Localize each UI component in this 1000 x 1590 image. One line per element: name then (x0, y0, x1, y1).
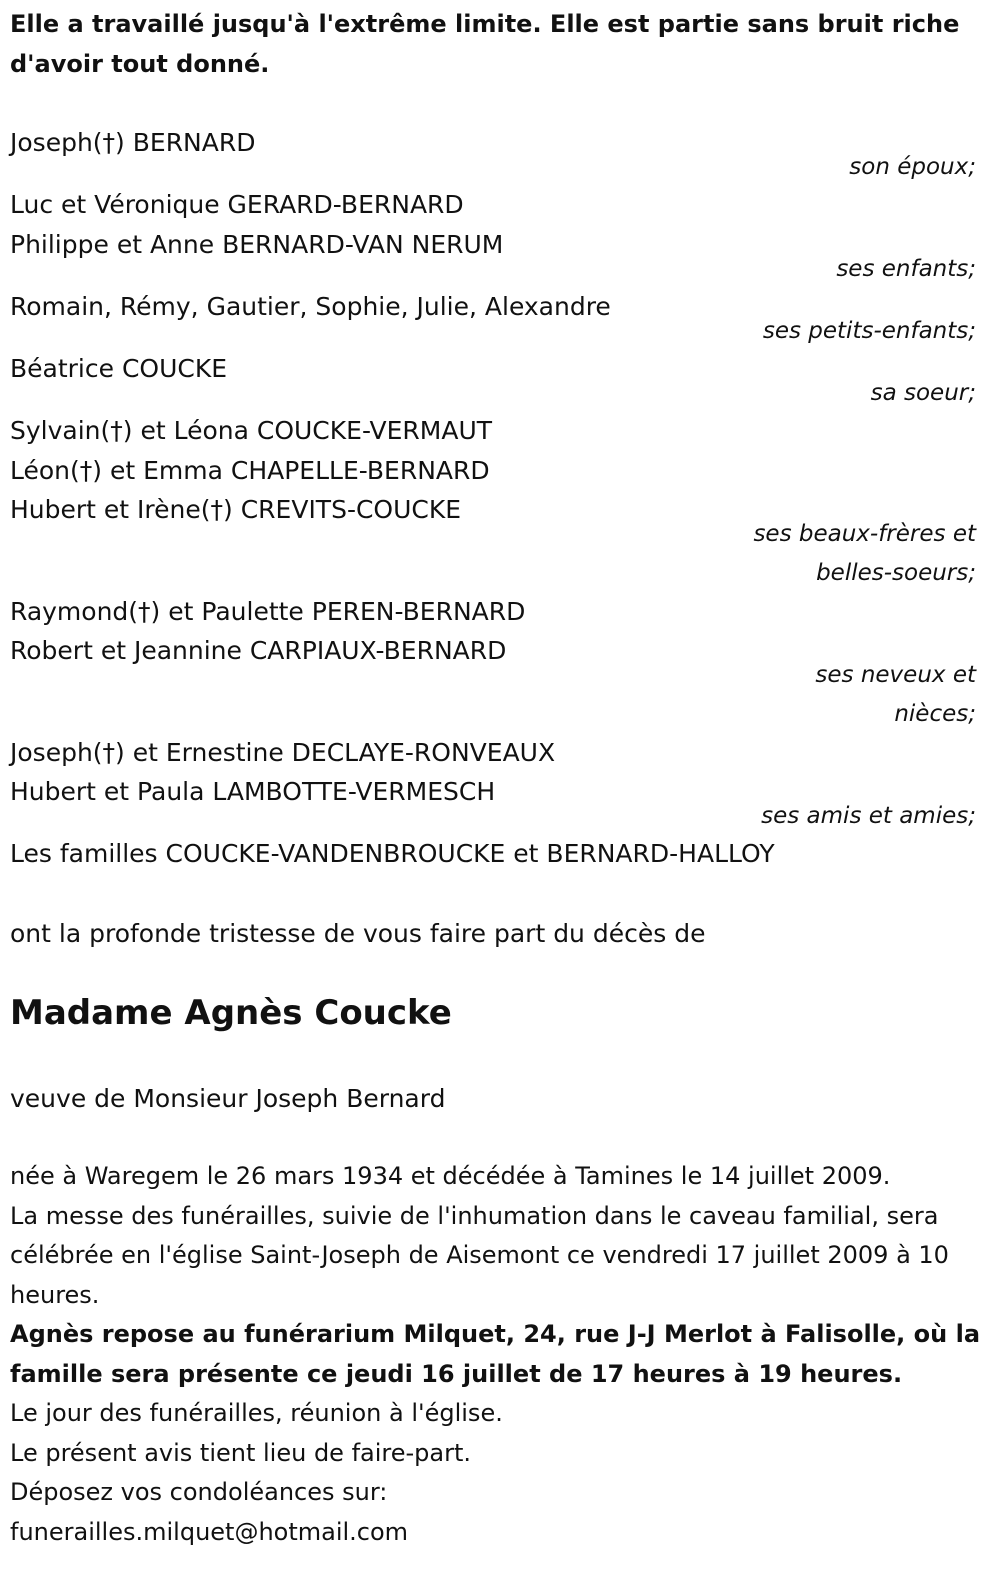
friend-name: Hubert et Paula LAMBOTTE-VERMESCH (10, 777, 496, 806)
deceased-name: Madame Agnès Coucke (10, 993, 452, 1033)
child-name: Philippe et Anne BERNARD-VAN NERUM (10, 230, 504, 259)
notice-text: Le présent avis tient lieu de faire-part. (10, 1438, 472, 1467)
nephew-name: Robert et Jeannine CARPIAUX-BERNARD (10, 636, 507, 665)
viewing-text: Agnès repose au funérarium Milquet, 24, rue J-J Merlot à Falisolle, où la famille sera présente ce jeudi 16 juillet de 17 heures à 19 heures. (10, 1320, 981, 1388)
announcement-text: ont la profonde tristesse de vous faire part du décès de (10, 919, 706, 948)
in-law-name: Léon(†) et Emma CHAPELLE-BERNARD (10, 456, 490, 485)
meeting-text: Le jour des funérailles, réunion à l'église. (10, 1399, 503, 1427)
grandchildren-names: Romain, Rémy, Gautier, Sophie, Julie, Alexandre (10, 292, 611, 321)
spouse-role: son époux; (849, 154, 976, 180)
condolences-email[interactable]: funerailles.milquet@hotmail.com (10, 1517, 409, 1546)
grandchildren-role: ses petits-enfants; (762, 318, 976, 344)
widow-of-text: veuve de Monsieur Joseph Bernard (10, 1084, 446, 1113)
child-name: Luc et Véronique GERARD-BERNARD (10, 190, 464, 219)
sister-role: sa soeur; (870, 380, 976, 406)
intro-quote: Elle a travaillé jusqu'à l'extrême limite. Elle est partie sans bruit riche d'avoir tout donné. (10, 10, 960, 78)
children-role: ses enfants; (836, 256, 976, 282)
ceremony-text: La messe des funérailles, suivie de l'inhumation dans le caveau familial, sera célébrée en l'église Saint-Joseph de Aisemont ce vendredi 17 juillet 2009 à 10 heures. (10, 1201, 949, 1309)
in-law-name: Sylvain(†) et Léona COUCKE-VERMAUT (10, 416, 493, 445)
nephews-role-line: ses neveux et (815, 662, 976, 688)
in-law-name: Hubert et Irène(†) CREVITS-COUCKE (10, 495, 462, 524)
spouse-name: Joseph(†) BERNARD (10, 128, 256, 157)
condolences-label: Déposez vos condoléances sur: (10, 1478, 388, 1506)
in-laws-role-line: ses beaux-frères et (753, 521, 976, 547)
friends-role: ses amis et amies; (761, 803, 976, 829)
birth-death-text: née à Waregem le 26 mars 1934 et décédée à Tamines le 14 juillet 2009. (10, 1162, 891, 1190)
in-laws-role-line: belles-soeurs; (816, 560, 976, 586)
details-block (10, 1157, 985, 1552)
friend-name: Joseph(†) et Ernestine DECLAYE-RONVEAUX (10, 738, 556, 767)
nephew-name: Raymond(†) et Paulette PEREN-BERNARD (10, 597, 526, 626)
nephews-role-line: nièces; (894, 701, 976, 727)
sister-name: Béatrice COUCKE (10, 354, 228, 383)
families-line: Les familles COUCKE-VANDENBROUCKE et BERNARD-HALLOY (10, 839, 775, 868)
